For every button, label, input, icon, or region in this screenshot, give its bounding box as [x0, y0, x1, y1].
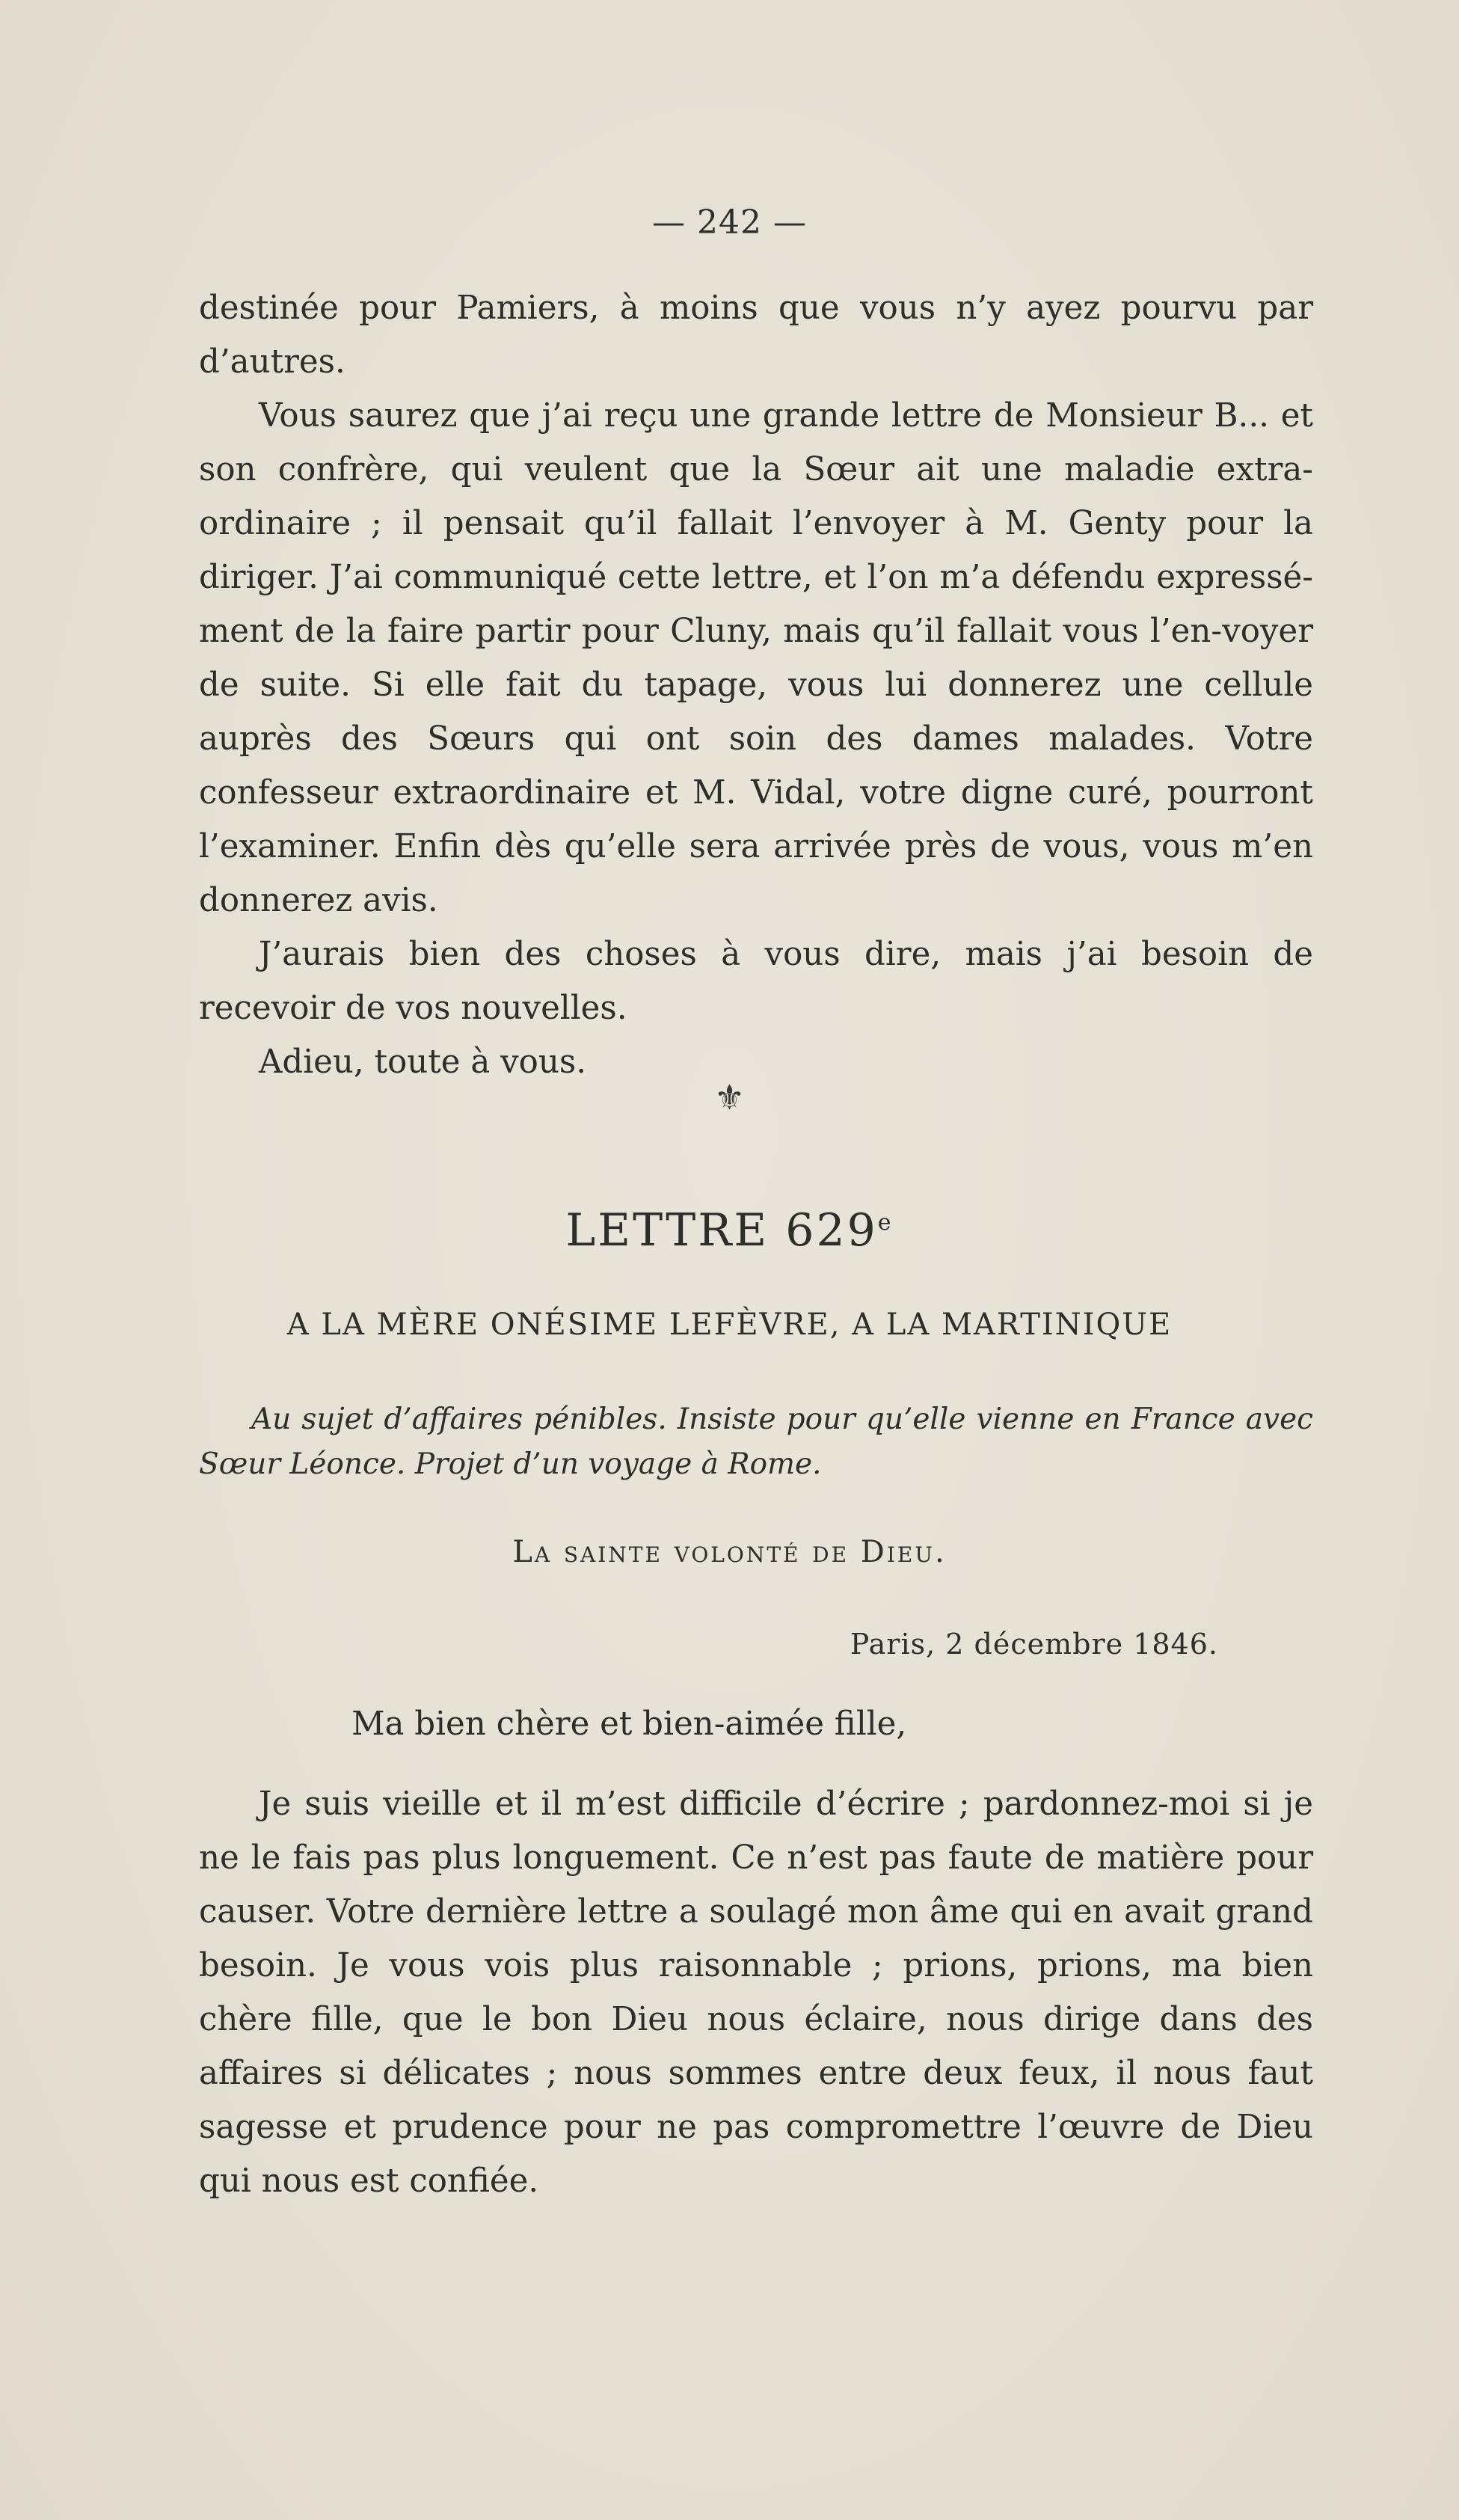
paragraph: J’aurais bien des choses à vous dire, mais j’ai besoin de recevoir de vos nouvelles.: [199, 936, 1313, 1027]
fleuron-ornament-icon: ⚜: [713, 1077, 746, 1118]
letter-recipient: A LA MÈRE ONÉSIME LEFÈVRE, A LA MARTINIQUE: [286, 1307, 1173, 1342]
letter-invocation: La sainte volonté de Dieu.: [512, 1535, 947, 1569]
letter-body: [199, 1777, 1313, 2208]
letter-summary: Au sujet d’affaires pénibles. Insiste pour qu’elle vienne en France avec Sœur Léonce. Projet d’un voyage à Rome.: [199, 1402, 1313, 1481]
letter-salutation: Ma bien chère et bien-aimée fille,: [351, 1705, 907, 1743]
paragraph: Je suis vieille et il m’est difficile d’écrire ; pardonnez-moi si je ne le fais pas plus longuement. Ce n’est pas faute de matière pour causer. Votre dernière lettre a soulagé mon âme qui en avait grand besoin. Je vous vois plus raisonnable ; prions, prions, ma bien chère fille, que le bon Dieu nous éclaire, nous dirige dans des affaires si délicates ; nous sommes entre deux feux, il nous faut sagesse et prudence pour ne pas compromettre l’œuvre de Dieu qui nous est confiée.: [199, 1785, 1313, 2200]
letter-dateline: Paris, 2 décembre 1846.: [850, 1628, 1218, 1661]
letter-title-suffix: e: [877, 1210, 894, 1236]
paragraph: Vous saurez que j’ai reçu une grande lettre de Monsieur B... et son confrère, qui veulent que la Sœur ait une maladie extra-ordinaire ; il pensait qu’il fallait l’envoyer à M. Genty pour la diriger. J’ai communiqué cette lettre, et l’on m’a défendu expressé-ment de la faire partir pour Cluny, mais qu’il fallait vous l’en-voyer de suite. Si elle fait du tapage, vous lui donnerez une cellule auprès des Sœurs qui ont soin des dames malades. Votre confesseur extraordinaire et M. Vidal, votre digne curé, pourront l’examiner. Enfin dès qu’elle sera arrivée près de vous, vous m’en donnerez avis.: [199, 397, 1313, 919]
page-number: — 242 —: [652, 203, 807, 242]
letter-title-text: LETTRE 629: [565, 1204, 878, 1257]
letter-title: [0, 1204, 1459, 1257]
paragraph: destinée pour Pamiers, à moins que vous n’y ayez pourvu par d’autres.: [199, 289, 1313, 381]
paragraph: Adieu, toute à vous.: [259, 1043, 587, 1081]
letter-continuation: [199, 281, 1313, 1089]
